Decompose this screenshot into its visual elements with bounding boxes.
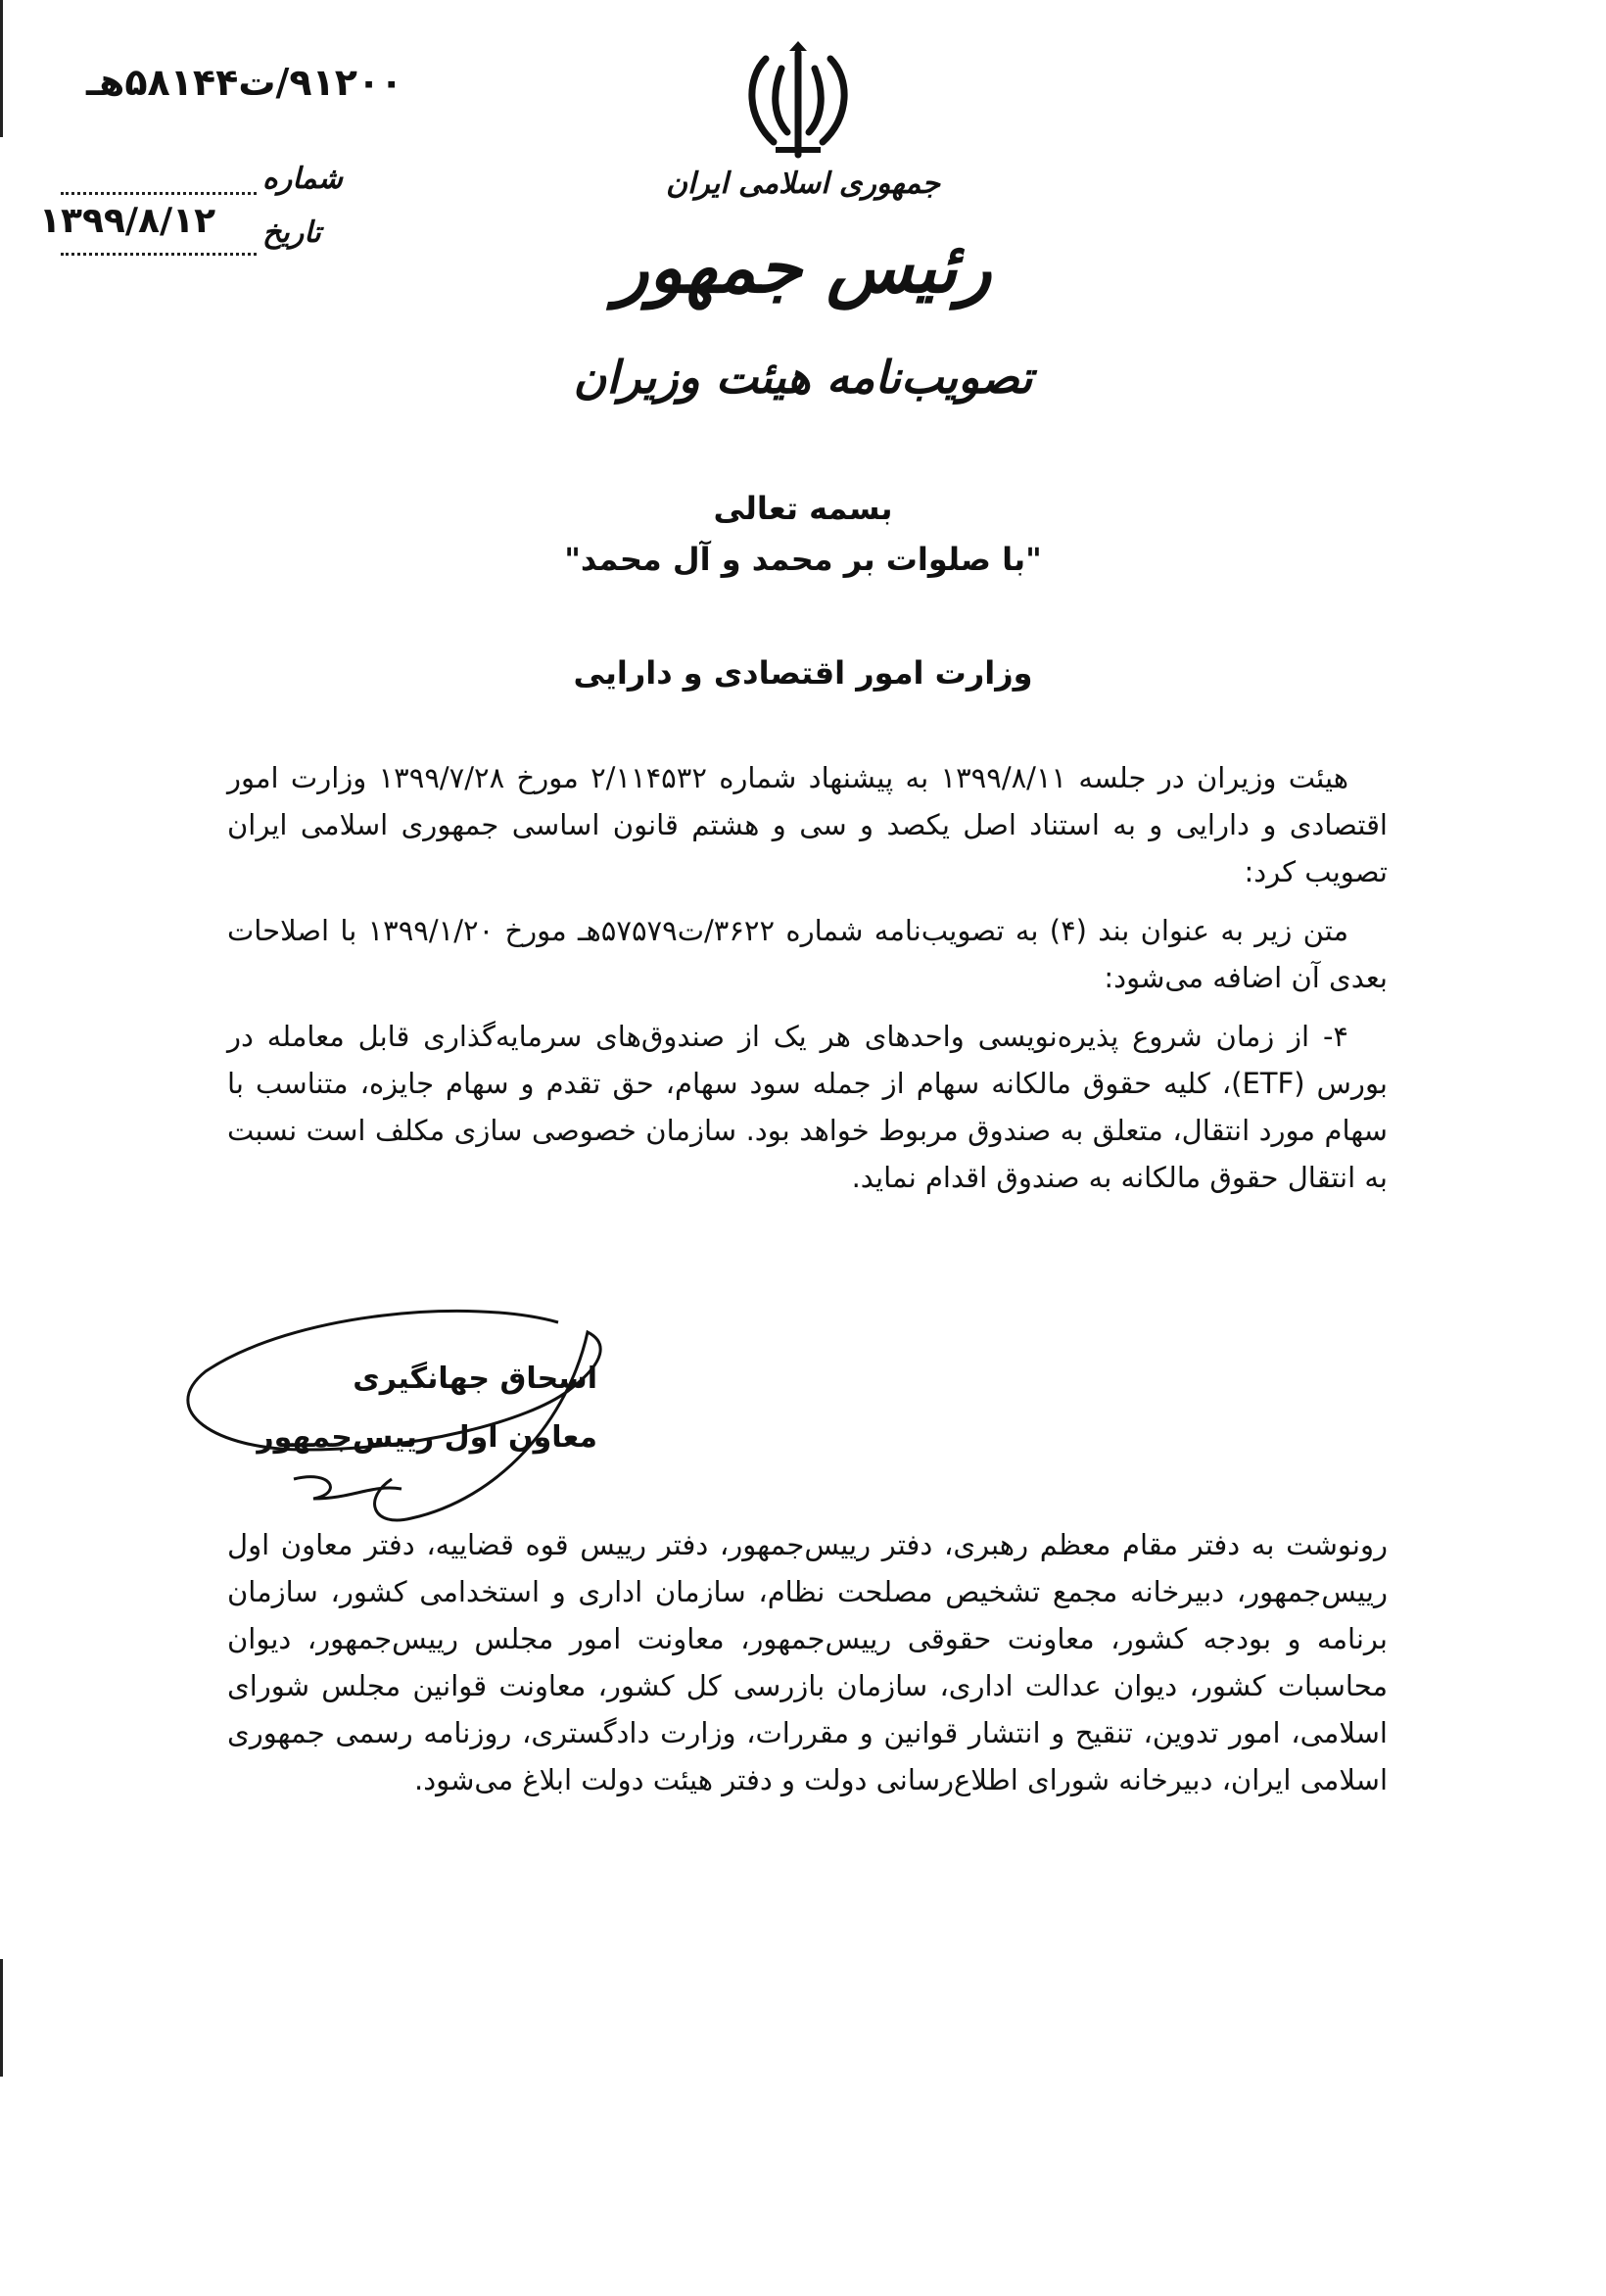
decree-body	[227, 754, 1388, 1213]
emblem-icon	[744, 39, 852, 162]
basmala: بسمه تعالی	[713, 490, 893, 527]
signature-block	[176, 1303, 646, 1528]
president-title: رئیس جمهور	[614, 225, 992, 309]
scan-edge-mark	[0, 1959, 3, 2077]
signer-name: اسحاق جهانگیری	[353, 1362, 597, 1396]
signature-mark	[176, 1303, 646, 1528]
scan-edge-mark	[0, 0, 3, 137]
date-dotted-line	[61, 253, 257, 256]
number-label: شماره	[262, 162, 343, 196]
cabinet-decree-title: تصویب‌نامه هیئت وزیران	[573, 351, 1033, 404]
date-label: تاریخ	[262, 215, 321, 250]
paragraph-clause-4: ۴- از زمان شروع پذیره‌نویسی واحدهای هر یک از صندوق‌های سرمایه‌گذاری قابل معامله در بورس (ETF)، کلیه حقوق مالکانه سهام از جمله سود سهام، حق تقدم و سهام جایزه، متناسب با سهام مورد انتقال، متعلق به صندوق مربوط خواهد بود. سازمان خصوصی سازی مکلف است نسبت به انتقال حقوق مالکانه به صندوق اقدام نماید.	[227, 1020, 1388, 1194]
republic-title: جمهوری اسلامی ایران	[665, 167, 941, 201]
paragraph-amendment: متن زیر به عنوان بند (۴) به تصویب‌نامه شماره ۳۶۲۲/ت۵۷۵۷۹هـ مورخ ۱۳۹۹/۱/۲۰ با اصلاحات بعدی آن اضافه می‌شود:	[227, 914, 1388, 994]
salawat: "با صلوات بر محمد و آل محمد"	[564, 541, 1042, 578]
cc-distribution-list: رونوشت به دفتر مقام معظم رهبری، دفتر رییس‌جمهور، دفتر رییس قوه قضاییه، دفتر معاون اول رییس‌جمهور، دبیرخانه مجمع تشخیص مصلحت نظام، سازمان اداری و استخدامی کشور، سازمان برنامه و بودجه کشور، معاونت حقوقی رییس‌جمهور، معاونت امور مجلس رییس‌جمهور، دیوان محاسبات کشور، دیوان عدالت اداری، سازمان بازرسی کل کشور، معاونت قوانین مجلس شورای اسلامی، امور تدوین، تنقیح و انتشار قوانین و مقررات، وزارت دادگستری، روزنامه رسمی جمهوری اسلامی ایران، دبیرخانه شورای اطلاع‌رسانی دولت و دفتر هیئت دولت ابلاغ می‌شود.	[227, 1528, 1388, 1796]
reference-number: ۹۱۲۰۰/ت۵۸۱۴۴هـ	[86, 61, 403, 104]
number-dotted-line	[61, 192, 257, 195]
signer-title: معاون اول رییس‌جمهور	[257, 1420, 597, 1455]
paragraph-approval: هیئت وزیران در جلسه ۱۳۹۹/۸/۱۱ به پیشنهاد شماره ۲/۱۱۴۵۳۲ مورخ ۱۳۹۹/۷/۲۸ وزارت امور اقتصادی و دارایی و به استناد اصل یکصد و سی و هشتم قانون اساسی جمهوری اسلامی ایران تصویب کرد:	[227, 761, 1388, 888]
addressee: وزارت امور اقتصادی و دارایی	[573, 654, 1033, 692]
date-value: ۱۳۹۹/۸/۱۲	[39, 201, 216, 241]
